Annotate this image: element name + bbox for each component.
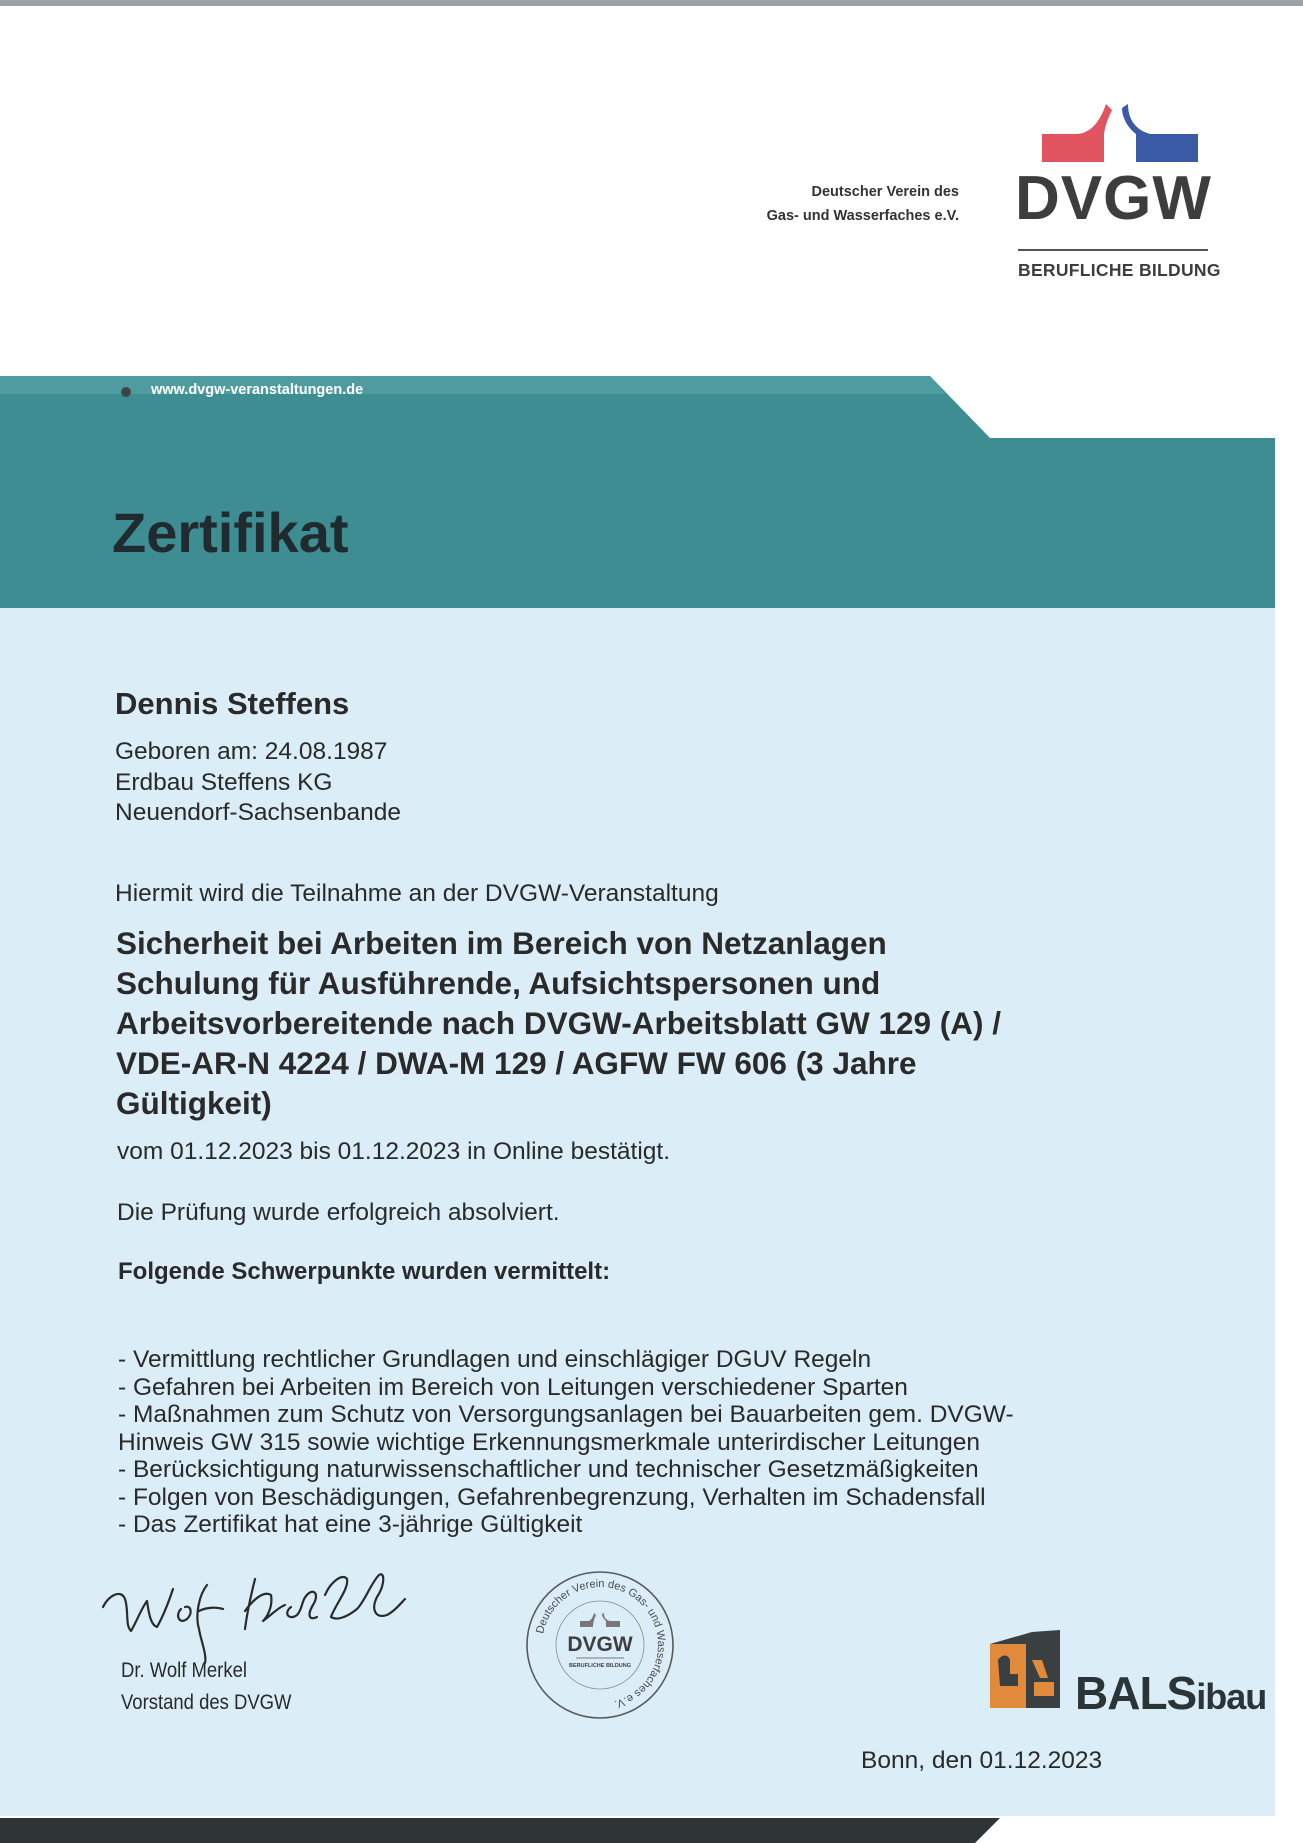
seal-ring-text: Deutscher Verein des Gas- und Wasserfaches e.V.	[534, 1577, 668, 1710]
dvgw-logo-wordmark: DVGW	[1015, 164, 1212, 233]
logo-divider	[1018, 249, 1208, 251]
website-link[interactable]: www.dvgw-veranstaltungen.de	[151, 382, 364, 398]
header-band	[0, 370, 1303, 610]
organisation-name-line1: Deutscher Verein des	[811, 184, 959, 200]
scan-right-margin	[1275, 380, 1303, 1820]
course-period: vom 01.12.2023 bis 01.12.2023 in Online bestätigt.	[117, 1138, 670, 1165]
course-title-line: Sicherheit bei Arbeiten im Bereich von Netzanlagen	[116, 925, 887, 961]
handwritten-signature	[95, 1555, 455, 1665]
balsibau-suffix: ibau	[1196, 1676, 1267, 1717]
dvgw-seal-stamp	[520, 1565, 680, 1725]
list-item: - Berücksichtigung naturwissenschaftlicher und technischer Gesetzmäßigkeiten	[118, 1456, 979, 1483]
list-item: - Folgen von Beschädigungen, Gefahrenbegrenzung, Verhalten im Schadensfall	[118, 1483, 986, 1511]
logo-subtitle: BERUFLICHE BILDUNG	[1018, 260, 1221, 280]
balsibau-wordmark	[1075, 1666, 1266, 1720]
list-item: Hinweis GW 315 sowie wichtige Erkennungsmerkmale unterirdischer Leitungen	[118, 1428, 980, 1456]
birth-date: Geboren am: 24.08.1987	[115, 738, 388, 765]
course-title-line: Schulung für Ausführende, Aufsichtspersonen und	[116, 965, 881, 1001]
list-item: - Gefahren bei Arbeiten im Bereich von Leitungen verschiedener Sparten	[118, 1373, 908, 1401]
list-item: - Maßnahmen zum Schutz von Versorgungsanlagen bei Bauarbeiten gem. DVGW-	[118, 1401, 1014, 1428]
page-title: Zertifikat	[112, 501, 349, 564]
place-date: Bonn, den 01.12.2023	[861, 1747, 1103, 1774]
seal-center-sub: BERUFLICHE BILDUNG	[568, 1663, 632, 1669]
scan-top-edge	[0, 0, 1303, 6]
focus-heading: Folgende Schwerpunkte wurden vermittelt:	[118, 1258, 611, 1285]
balsibau-logo-icon	[988, 1630, 1060, 1708]
company-name: Erdbau Steffens KG	[115, 768, 333, 796]
list-item: - Das Zertifikat hat eine 3-jährige Gültigkeit	[118, 1511, 583, 1538]
seal-center-word: DVGW	[567, 1633, 633, 1656]
focus-list	[118, 1346, 1148, 1539]
course-title-line: VDE-AR-N 4224 / DWA-M 129 / AGFW FW 606 (3 Jahre	[116, 1045, 917, 1081]
list-item: - Vermittlung rechtlicher Grundlagen und einschlägiger DGUV Regeln	[118, 1346, 872, 1373]
footer-band	[0, 1810, 1303, 1843]
course-title-line: Gültigkeit)	[116, 1085, 272, 1121]
course-title	[116, 923, 1116, 1123]
balsibau-main: BALS	[1075, 1667, 1197, 1719]
organisation-name	[767, 180, 959, 228]
signer-name: Dr. Wolf Merkel	[121, 1659, 247, 1682]
participant-name: Dennis Steffens	[115, 686, 350, 721]
signer-role: Vorstand des DVGW	[121, 1691, 292, 1714]
course-title-line: Arbeitsvorbereitende nach DVGW-Arbeitsblatt GW 129 (A) /	[116, 1005, 1002, 1041]
participant-details	[115, 737, 401, 829]
bullet-icon	[121, 387, 131, 397]
signer-block	[121, 1655, 292, 1719]
exam-result: Die Prüfung wurde erfolgreich absolviert.	[117, 1199, 560, 1226]
organisation-name-line2: Gas- und Wasserfaches e.V.	[766, 208, 959, 224]
company-place: Neuendorf-Sachsenbande	[115, 799, 402, 826]
intro-text: Hiermit wird die Teilnahme an der DVGW-Veranstaltung	[115, 880, 719, 907]
